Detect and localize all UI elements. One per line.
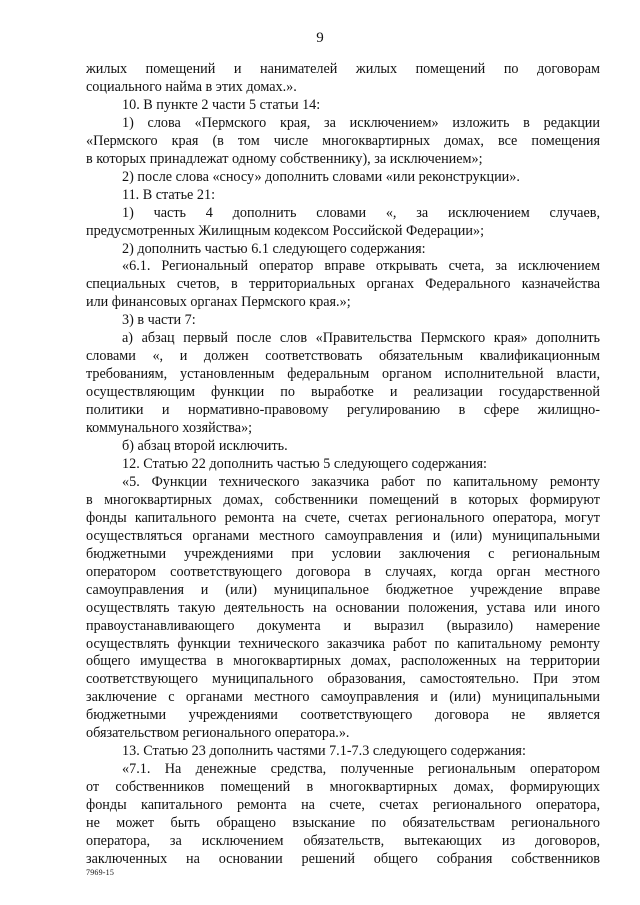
text-line: бюджетными учреждениями соответствующего договора не является <box>86 707 600 724</box>
text-line: осуществлять функции технического заказчика работ по капитальному ремонту <box>86 635 600 652</box>
text-line: б) абзац второй исключить. <box>122 438 288 455</box>
text-line: 1) часть 4 дополнить словами «, за исключением случаев, <box>122 204 600 221</box>
text-line: предусмотренных Жилищным кодексом Российской Федерации»; <box>86 222 485 239</box>
text-line: 3) в части 7: <box>122 312 196 329</box>
text-line: от собственников помещений в многоквартирных домах, формирующих <box>86 779 600 796</box>
text-line: коммунального хозяйства»; <box>86 420 253 437</box>
text-line: словами «, и должен соответствовать обязательным квалификационным <box>86 348 600 365</box>
text-line: бюджетными учреждениями при условии заключения с региональным <box>86 545 600 562</box>
text-line: не может быть обращено взыскание по обязательствам регионального <box>86 815 600 832</box>
text-line: «5. Функции технического заказчика работ по капитальному ремонту <box>122 473 600 490</box>
text-line: 1) слова «Пермского края, за исключением» изложить в редакции <box>122 114 600 131</box>
footer-document-code: 7969-15 <box>86 868 115 877</box>
text-line: самоуправления и (или) муниципальное бюджетное учреждение вправе <box>86 581 600 598</box>
text-line: обязательством регионального оператора.». <box>86 725 350 742</box>
text-line: в которых принадлежат одному собственнику), за исключением»; <box>86 150 483 167</box>
text-line: осуществляться органами местного самоуправления и (или) муниципальными <box>86 527 600 544</box>
text-line: оператора, за исключением обязательств, вытекающих из договоров, <box>86 832 600 849</box>
text-line: фонды капитального ремонта на счете, счетах регионального оператора, могут <box>86 509 600 526</box>
text-line: осуществлять такую деятельность на основании положения, устава или иного <box>86 599 600 616</box>
page-number: 9 <box>316 30 324 46</box>
text-line: требованиям, установленным федеральным органом исполнительной власти, <box>86 366 600 383</box>
text-line: 11. В статье 21: <box>122 186 216 203</box>
text-line: 13. Статью 23 дополнить частями 7.1-7.3 следующего содержания: <box>122 743 526 760</box>
text-line: а) абзац первый после слов «Правительства Пермского края» дополнить <box>122 330 600 347</box>
text-line: заключение с органами местного самоуправления и (или) муниципальными <box>86 689 600 706</box>
text-line: 10. В пункте 2 части 5 статьи 14: <box>122 96 321 113</box>
text-line: «6.1. Региональный оператор вправе открывать счета, за исключением <box>122 258 600 275</box>
text-line: соответствующего муниципального образования, самостоятельно. При этом <box>86 671 600 688</box>
text-line: специальных счетов, в территориальных органах Федерального казначейства <box>86 276 600 293</box>
text-line: политики и нормативно-правовому регулированию в сфере жилищно- <box>86 402 600 419</box>
text-line: оператором соответствующего договора в случаях, когда орган местного <box>86 563 600 580</box>
text-line: заключенных на основании решений общего собрания собственников <box>86 850 600 867</box>
text-line: «Пермского края (в том числе многоквартирных домах, все помещения <box>86 132 600 149</box>
text-line: в многоквартирных домах, собственники помещений в которых формируют <box>86 491 600 508</box>
body-text <box>86 61 600 869</box>
text-line: или финансовых органах Пермского края.»; <box>86 294 351 311</box>
text-line: осуществляющим функции по выработке и реализации государственной <box>86 384 600 401</box>
text-line: жилых помещений и нанимателей жилых помещений по договорам <box>86 61 600 77</box>
text-line: 2) дополнить частью 6.1 следующего содержания: <box>122 240 426 257</box>
text-line: правоустанавливающего документа и выразил (выразило) намерение <box>86 617 600 634</box>
text-line: «7.1. На денежные средства, полученные региональным оператором <box>122 761 600 778</box>
text-line: общего имущества в многоквартирных домах, расположенных на территории <box>86 653 600 670</box>
text-line: социального найма в этих домах.». <box>86 78 297 95</box>
text-line: 2) после слова «сносу» дополнить словами «или реконструкции». <box>122 168 520 185</box>
text-line: 12. Статью 22 дополнить частью 5 следующего содержания: <box>122 455 487 472</box>
text-line: фонды капитального ремонта на счете, счетах регионального оператора, <box>86 797 600 814</box>
